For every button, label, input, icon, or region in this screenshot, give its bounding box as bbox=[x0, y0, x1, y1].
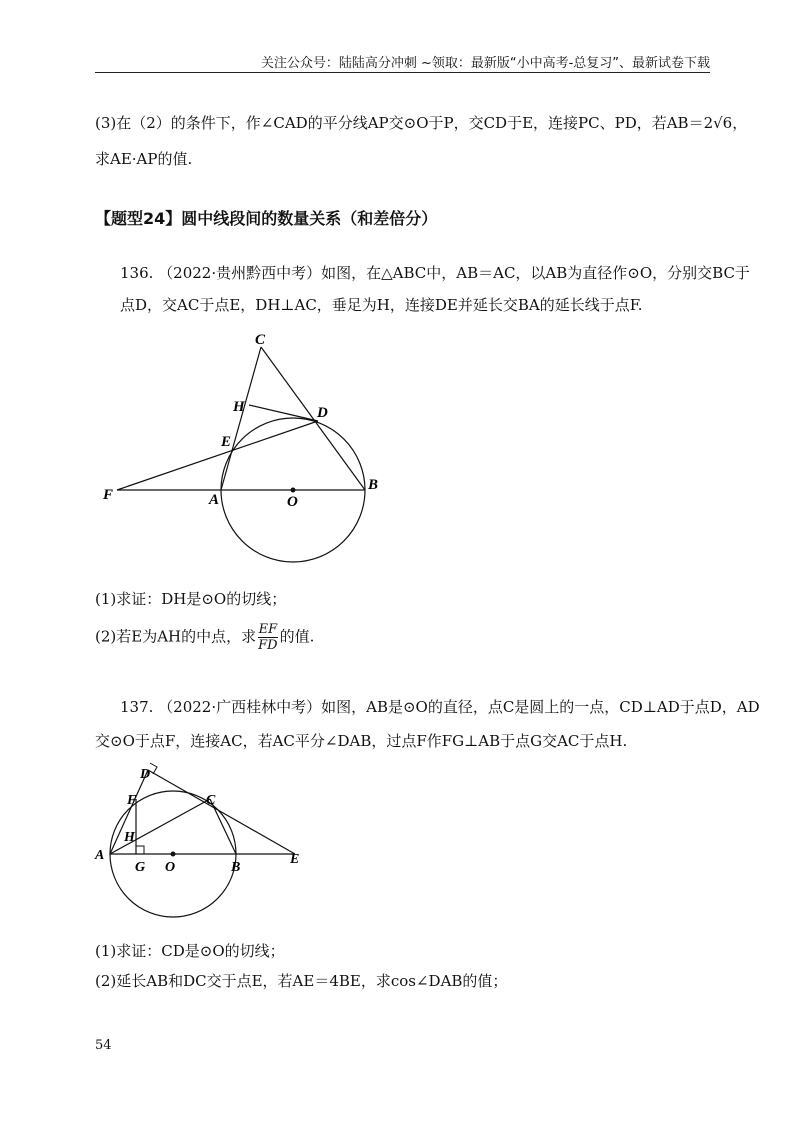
q136-label-a: A bbox=[209, 492, 220, 508]
q137-figure bbox=[90, 762, 310, 922]
q136-label-h: H bbox=[233, 399, 245, 415]
q136-fraction-den: FD bbox=[258, 638, 278, 653]
q137-label-f: F bbox=[127, 793, 137, 808]
prev-question-line-2: 求AE·AP的值. bbox=[95, 150, 193, 168]
q136-label-d: D bbox=[317, 405, 328, 421]
section-title: 【题型24】圆中线段间的数量关系（和差倍分） bbox=[95, 209, 438, 228]
page-header: 关注公众号：陆陆高分冲刺 ~领取：最新版“小中高考-总复习”、最新试卷下载 bbox=[260, 56, 710, 71]
q136-line-fd bbox=[117, 421, 318, 490]
q136-label-c: C bbox=[255, 332, 266, 348]
q137-sub-1: (1)求证：CD是⊙O的切线； bbox=[95, 942, 285, 960]
q136-side-ac bbox=[221, 347, 261, 490]
q136-fraction bbox=[258, 622, 277, 653]
header-rule bbox=[95, 72, 710, 73]
q136-label-f: F bbox=[103, 487, 114, 503]
q136-line-2: 点D，交AC于点E，DH⊥AC，垂足为H，连接DE并延长交BA的延长线于点F. bbox=[120, 296, 643, 314]
q136-figure bbox=[95, 325, 395, 570]
q137-line-de bbox=[148, 770, 295, 854]
q136-sub-2-prefix: (2)若E为AH的中点，求 bbox=[95, 627, 257, 646]
page-number: 54 bbox=[95, 1038, 112, 1053]
q137-label-e: E bbox=[290, 852, 300, 867]
q137-center-dot bbox=[171, 852, 176, 857]
q137-line-1: 137. （2022·广西桂林中考）如图，AB是⊙O的直径，点C是圆上的一点，CD⊥AD于点D，AD bbox=[120, 698, 760, 716]
prev-question-line-1: (3)在（2）的条件下，作∠CAD的平分线AP交⊙O于P，交CD于E，连接PC、PD，若AB＝2√6， bbox=[95, 114, 748, 132]
q136-fraction-num: EF bbox=[258, 622, 278, 637]
q136-side-cb bbox=[261, 347, 365, 490]
q137-label-c: C bbox=[206, 793, 216, 808]
q136-label-e: E bbox=[221, 434, 232, 450]
q136-label-o: O bbox=[287, 494, 298, 510]
q136-sub-1: (1)求证：DH是⊙O的切线； bbox=[95, 590, 287, 608]
q137-label-a: A bbox=[95, 848, 105, 863]
q137-label-b: B bbox=[231, 860, 241, 875]
q136-sub-2 bbox=[95, 622, 314, 653]
q136-sub-2-suffix: 的值. bbox=[279, 627, 315, 646]
q136-line-1: 136. （2022·贵州黔西中考）如图，在△ABC中，AB＝AC，以AB为直径作⊙O，分别交BC于 bbox=[120, 264, 750, 282]
q137-label-g: G bbox=[135, 860, 146, 875]
q137-line-ac bbox=[110, 799, 210, 854]
q137-label-o: O bbox=[165, 860, 176, 875]
q137-line-2: 交⊙O于点F，连接AC，若AC平分∠DAB，过点F作FG⊥AB于点G交AC于点H. bbox=[95, 732, 628, 750]
q137-right-angle-g bbox=[136, 846, 144, 854]
q137-label-d: D bbox=[140, 767, 151, 782]
q137-sub-2: (2)延长AB和DC交于点E，若AE＝4BE，求cos∠DAB的值； bbox=[95, 972, 508, 990]
q137-label-h: H bbox=[124, 830, 135, 845]
q136-center-dot bbox=[291, 488, 296, 493]
q136-label-b: B bbox=[368, 477, 379, 493]
